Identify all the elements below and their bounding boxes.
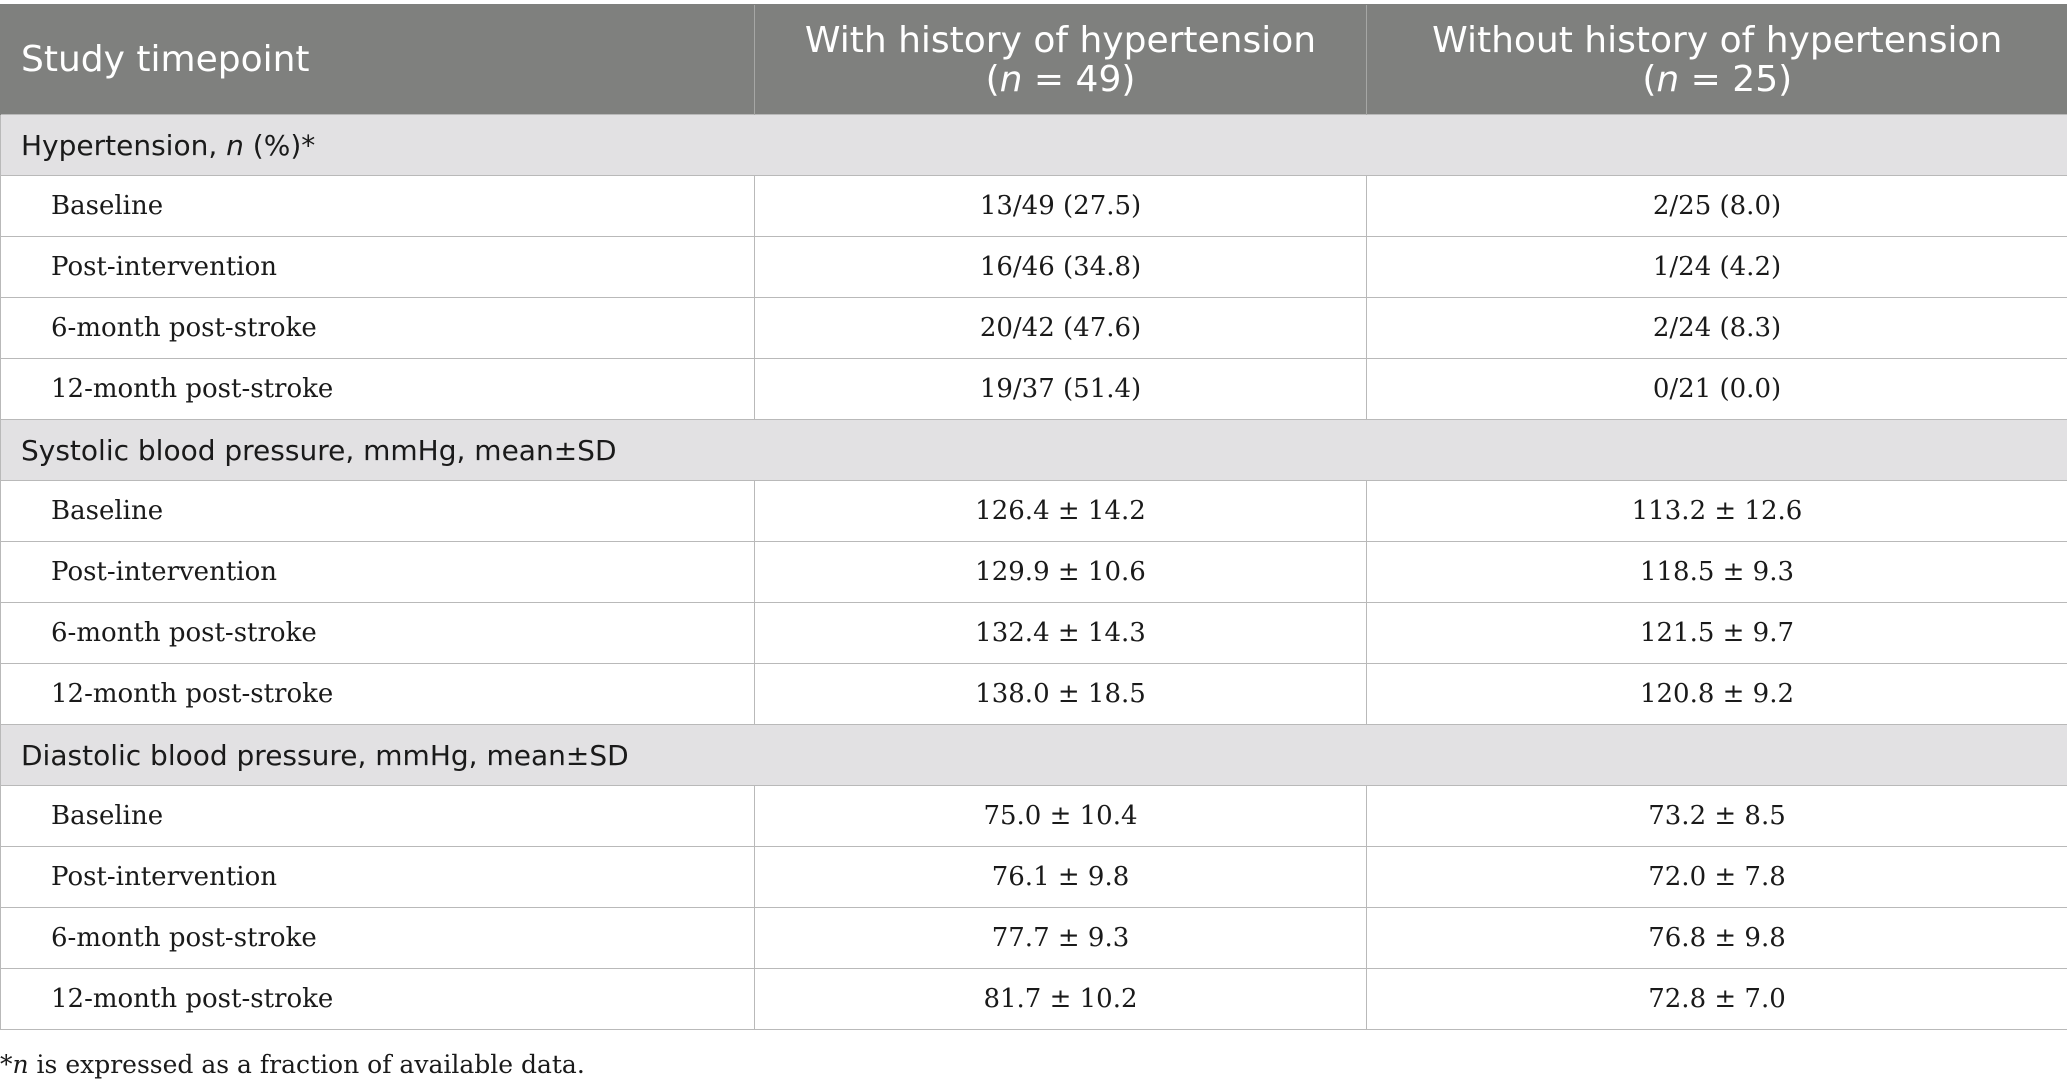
row-label: 12-month post-stroke [1, 359, 755, 420]
cell-with-history: 75.0 ± 10.4 [755, 786, 1367, 847]
row-label: 12-month post-stroke [1, 664, 755, 725]
cell-with-history: 16/46 (34.8) [755, 237, 1367, 298]
cell-with-history: 20/42 (47.6) [755, 298, 1367, 359]
row-label: Baseline [1, 176, 755, 237]
cell-without-history: 0/21 (0.0) [1367, 359, 2067, 420]
cell-without-history: 1/24 (4.2) [1367, 237, 2067, 298]
cell-without-history: 73.2 ± 8.5 [1367, 786, 2067, 847]
section-title: Diastolic blood pressure, mmHg, mean±SD [1, 725, 2067, 786]
table-row [1, 237, 2067, 298]
section-title: Hypertension, n (%)* [1, 115, 2067, 176]
header-without-history-label: Without history of hypertension [1432, 19, 2003, 61]
section-title: Systolic blood pressure, mmHg, mean±SD [1, 420, 2067, 481]
section-header-row [1, 115, 2067, 176]
table-container [0, 4, 2067, 1030]
table-row [1, 298, 2067, 359]
row-label: Post-intervention [1, 542, 755, 603]
table-header [1, 5, 2067, 115]
header-with-history-label: With history of hypertension [804, 19, 1317, 61]
cell-without-history: 76.8 ± 9.8 [1367, 908, 2067, 969]
table-row [1, 847, 2067, 908]
table-footnote: *n is expressed as a fraction of available data. [0, 1050, 585, 1079]
table-row [1, 969, 2067, 1030]
table-row [1, 359, 2067, 420]
table-row [1, 664, 2067, 725]
table-row [1, 542, 2067, 603]
cell-with-history: 129.9 ± 10.6 [755, 542, 1367, 603]
table-row [1, 908, 2067, 969]
cell-without-history: 121.5 ± 9.7 [1367, 603, 2067, 664]
table-row [1, 603, 2067, 664]
header-without-history-n: (n = 25) [1642, 58, 1793, 100]
cell-with-history: 19/37 (51.4) [755, 359, 1367, 420]
cell-without-history: 2/24 (8.3) [1367, 298, 2067, 359]
cell-without-history: 113.2 ± 12.6 [1367, 481, 2067, 542]
cell-with-history: 77.7 ± 9.3 [755, 908, 1367, 969]
cell-without-history: 118.5 ± 9.3 [1367, 542, 2067, 603]
cell-without-history: 2/25 (8.0) [1367, 176, 2067, 237]
row-label: 6-month post-stroke [1, 603, 755, 664]
row-label: Post-intervention [1, 847, 755, 908]
cell-with-history: 13/49 (27.5) [755, 176, 1367, 237]
cell-with-history: 132.4 ± 14.3 [755, 603, 1367, 664]
cell-without-history: 72.8 ± 7.0 [1367, 969, 2067, 1030]
cell-with-history: 126.4 ± 14.2 [755, 481, 1367, 542]
row-label: Baseline [1, 786, 755, 847]
header-without-history [1367, 5, 2067, 115]
hypertension-table [0, 4, 2067, 1030]
table-row [1, 786, 2067, 847]
header-study-timepoint: Study timepoint [1, 5, 755, 115]
cell-with-history: 81.7 ± 10.2 [755, 969, 1367, 1030]
cell-without-history: 120.8 ± 9.2 [1367, 664, 2067, 725]
row-label: Post-intervention [1, 237, 755, 298]
section-header-row [1, 725, 2067, 786]
table-row [1, 176, 2067, 237]
row-label: 12-month post-stroke [1, 969, 755, 1030]
section-header-row [1, 420, 2067, 481]
row-label: Baseline [1, 481, 755, 542]
cell-with-history: 138.0 ± 18.5 [755, 664, 1367, 725]
cell-with-history: 76.1 ± 9.8 [755, 847, 1367, 908]
header-with-history [755, 5, 1367, 115]
cell-without-history: 72.0 ± 7.8 [1367, 847, 2067, 908]
table-body [1, 115, 2067, 1030]
row-label: 6-month post-stroke [1, 908, 755, 969]
row-label: 6-month post-stroke [1, 298, 755, 359]
table-row [1, 481, 2067, 542]
header-with-history-n: (n = 49) [985, 58, 1136, 100]
